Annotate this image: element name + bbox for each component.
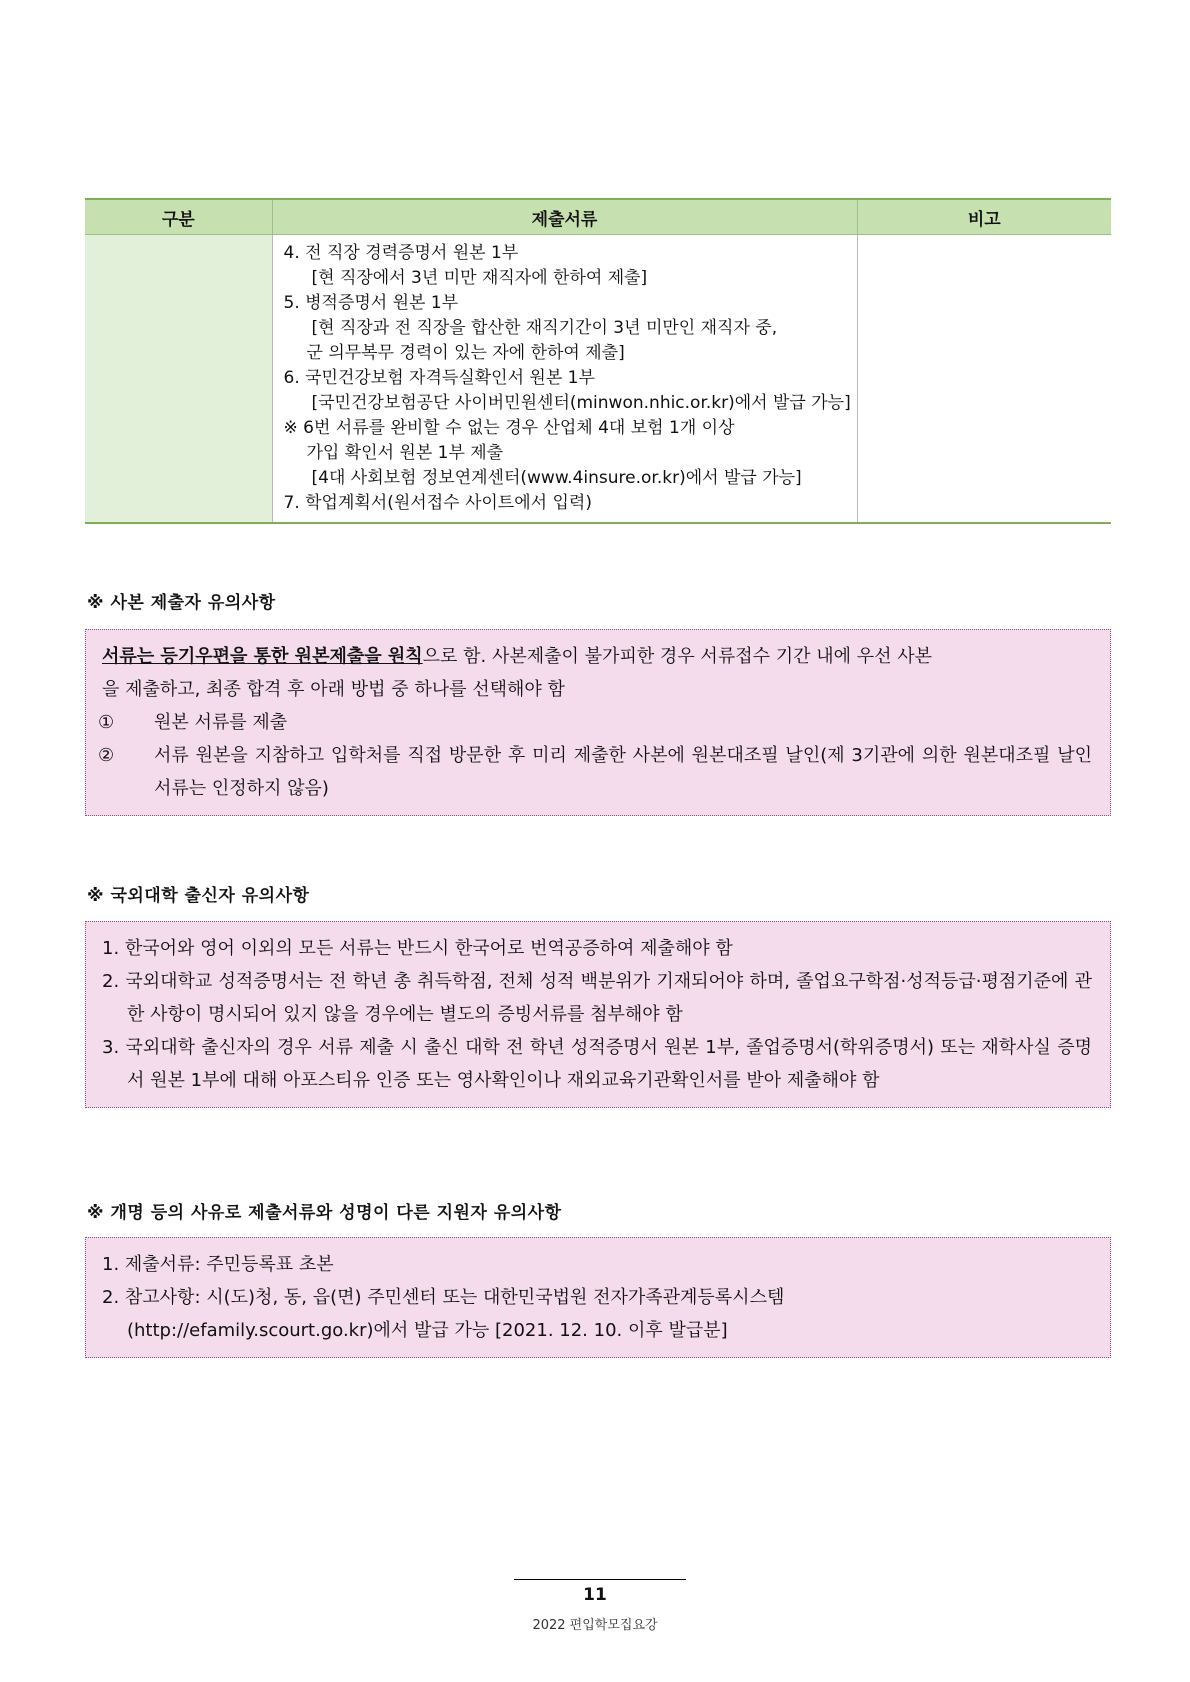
document-line: [현 직장에서 3년 미만 재직자에 한하여 제출] xyxy=(311,268,648,288)
foreign-item-1: 1. 한국어와 영어 이외의 모든 서류는 반드시 한국어로 번역공증하여 제출해야 함 xyxy=(102,938,733,959)
rename-item-2-continued: (http://efamily.scourt.go.kr)에서 발급 가능 [2021. 12. 10. 이후 발급분] xyxy=(127,1320,728,1341)
copy-notice-box xyxy=(85,629,1111,816)
rename-item-2: 2. 참고사항: 시(도)청, 동, 읍(면) 주민센터 또는 대한민국법원 전자가족관계등록시스템 xyxy=(102,1287,785,1308)
copy-intro-rest: 으로 함. 사본제출이 불가피한 경우 서류접수 기간 내에 우선 사본 xyxy=(422,646,932,667)
footer-document-title: 2022 편입학모집요강 xyxy=(532,1618,658,1633)
document-line: 군 의무복무 경력이 있는 자에 한하여 제출] xyxy=(306,343,625,363)
rename-notice-box xyxy=(85,1237,1111,1358)
footer-divider xyxy=(514,1579,686,1580)
document-line: [현 직장과 전 직장을 합산한 재직기간이 3년 미만인 재직자 중, xyxy=(311,318,778,338)
header-category: 구분 xyxy=(85,199,272,235)
foreign-notice-title: ※ 국외대학 출신자 유의사항 xyxy=(87,886,310,906)
document-line: ※ 6번 서류를 완비할 수 없는 경우 산업체 4대 보험 1개 이상 xyxy=(283,418,735,438)
remarks-cell xyxy=(857,235,1111,524)
copy-option-1 xyxy=(98,706,1092,739)
document-line: 5. 병적증명서 원본 1부 xyxy=(283,293,459,313)
document-line: 가입 확인서 원본 1부 제출 xyxy=(306,443,504,463)
header-documents: 제출서류 xyxy=(272,199,857,235)
option-text: 서류 원본을 지참하고 입학처를 직접 방문한 후 미리 제출한 사본에 원본대조필 날인(제 3기관에 의한 원본대조필 날인서류는 인정하지 않음) xyxy=(154,745,1092,799)
document-line: 4. 전 직장 경력증명서 원본 1부 xyxy=(283,243,519,263)
document-line: 7. 학업계획서(원서접수 사이트에서 입력) xyxy=(283,493,592,513)
copy-notice-title: ※ 사본 제출자 유의사항 xyxy=(87,593,276,613)
documents-list xyxy=(283,241,851,516)
option-marker: ① xyxy=(98,712,115,733)
header-remarks: 비고 xyxy=(857,199,1111,235)
copy-intro-emphasis: 서류는 등기우편을 통한 원본제출을 원칙 xyxy=(102,646,423,667)
copy-intro-line1 xyxy=(102,640,1092,673)
document-line: [국민건강보험공단 사이버민원센터(minwon.nhic.or.kr)에서 발급 가능] xyxy=(311,393,851,413)
table-header-row xyxy=(85,199,1111,235)
page-number: 11 xyxy=(583,1585,607,1605)
copy-intro-line2: 을 제출하고, 최종 합격 후 아래 방법 중 하나를 선택해야 함 xyxy=(102,679,565,700)
rename-notice-title: ※ 개명 등의 사유로 제출서류와 성명이 다른 지원자 유의사항 xyxy=(87,1203,562,1223)
copy-option-2 xyxy=(98,739,1092,805)
option-marker: ② xyxy=(98,745,115,766)
document-line: 6. 국민건강보험 자격득실확인서 원본 1부 xyxy=(283,368,595,388)
document-line: [4대 사회보험 정보연계센터(www.4insure.or.kr)에서 발급 가능] xyxy=(311,468,802,488)
category-cell xyxy=(85,235,272,524)
table-row xyxy=(85,235,1111,524)
foreign-item-2: 2. 국외대학교 성적증명서는 전 학년 총 취득학점, 전체 성적 백분위가 기재되어야 하며, 졸업요구학점·성적등급·평점기준에 관한 사항이 명시되어 있지 않을 경우에는 별도의 증빙서류를 첨부해야 함 xyxy=(102,971,1092,1025)
foreign-notice-box xyxy=(85,921,1111,1108)
documents-cell xyxy=(272,235,857,524)
foreign-item-3: 3. 국외대학 출신자의 경우 서류 제출 시 출신 대학 전 학년 성적증명서 원본 1부, 졸업증명서(학위증명서) 또는 재학사실 증명서 원본 1부에 대해 아포스티유 인증 또는 영사확인이나 재외교육기관확인서를 받아 제출해야 함 xyxy=(102,1037,1092,1091)
documents-table xyxy=(85,198,1111,524)
rename-item-1: 1. 제출서류: 주민등록표 초본 xyxy=(102,1254,334,1275)
option-text: 원본 서류를 제출 xyxy=(154,712,288,733)
